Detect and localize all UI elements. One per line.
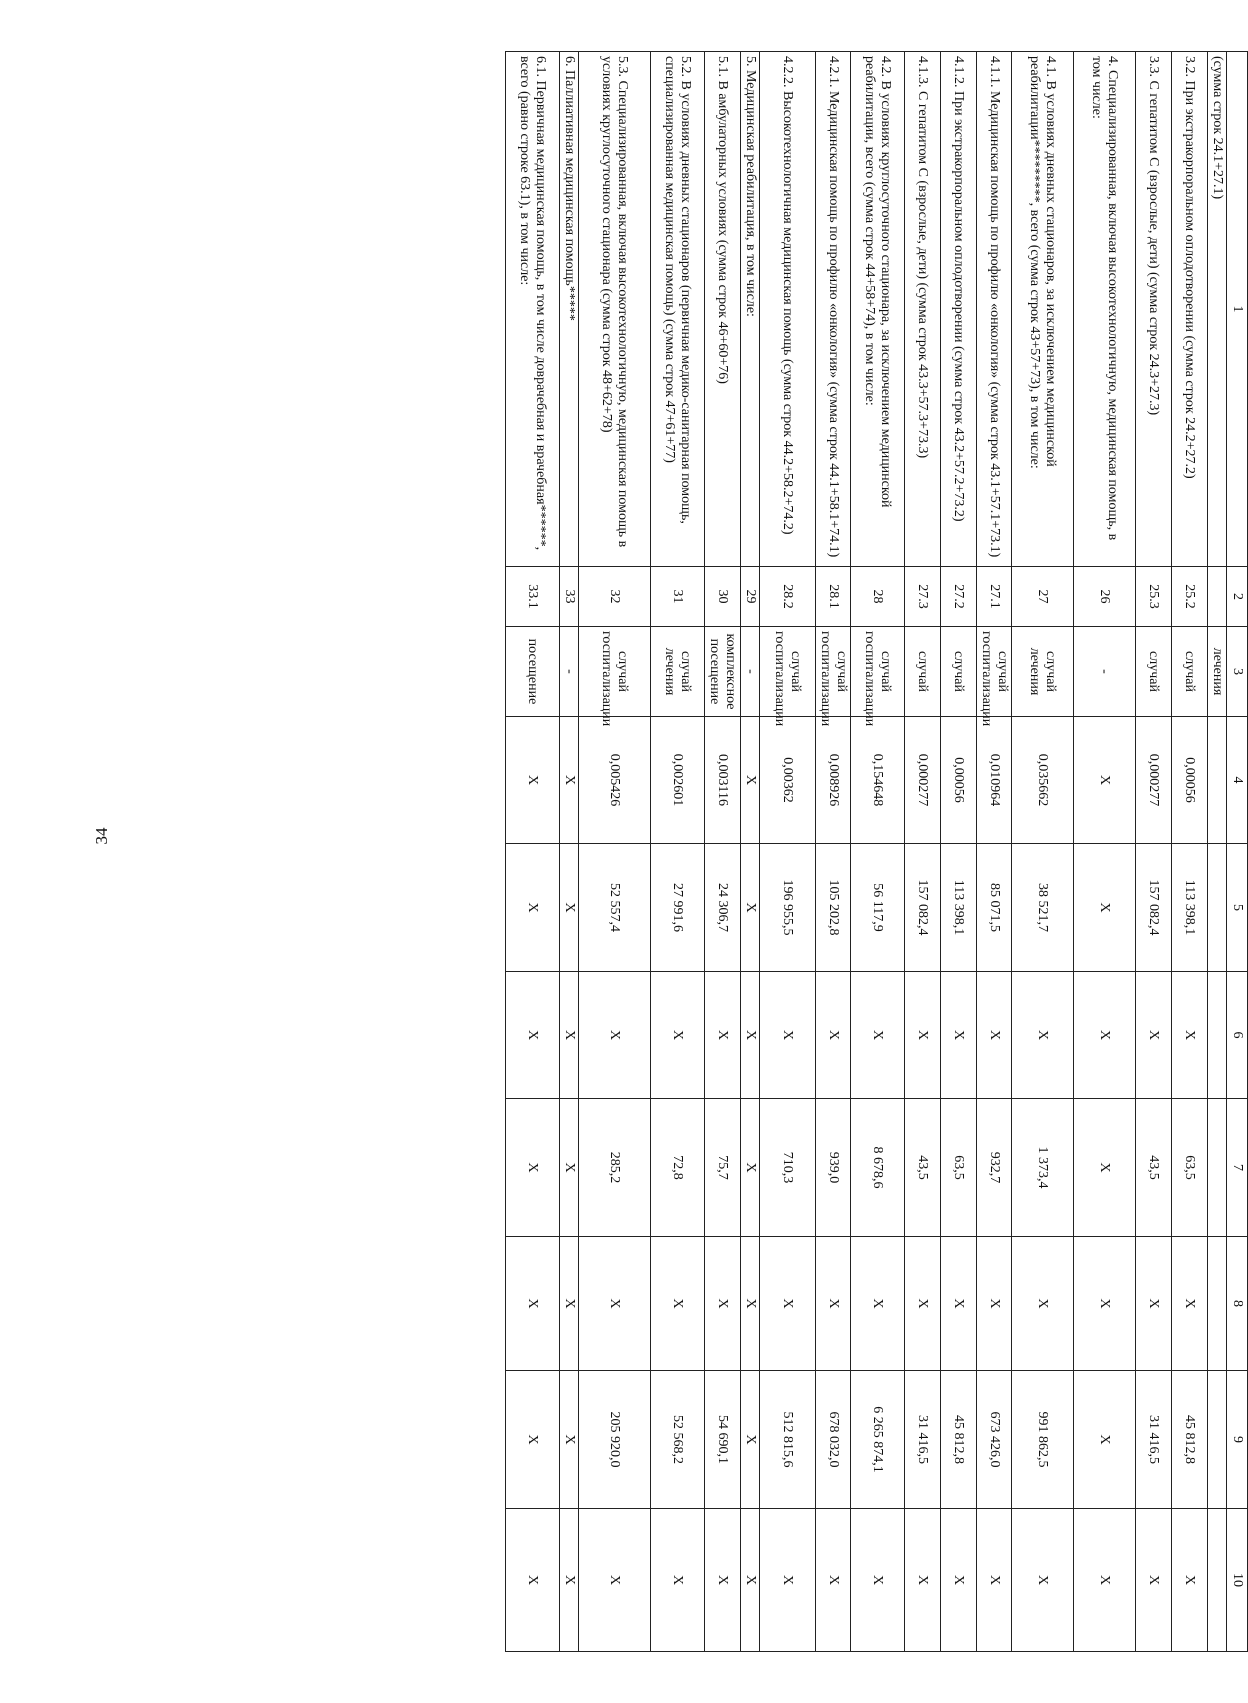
row-label-cell: 4.2. В условиях круглосуточного стационара, за исключением медицинской реабилитации, всего (сумма строк 44+58+74), в том числе: bbox=[851, 52, 905, 567]
table-cell: 31 416,5 bbox=[1136, 1371, 1172, 1509]
row-label-cell: (сумма строк 24.1+27.1) bbox=[1208, 52, 1227, 567]
table-cell: 710,3 bbox=[760, 1099, 816, 1237]
table-row bbox=[1074, 52, 1136, 1652]
column-header: 3 bbox=[1227, 627, 1248, 717]
table-cell: 991 862,5 bbox=[1012, 1371, 1074, 1509]
row-label-cell: 4.2.2. Высокотехнологичная медицинская помощь (сумма строк 44.2+58.2+74.2) bbox=[760, 52, 816, 567]
column-header: 7 bbox=[1227, 1099, 1248, 1237]
table-cell: 27.1 bbox=[977, 567, 1012, 627]
table-cell: случай госпитализации bbox=[816, 627, 851, 717]
table-cell: X bbox=[506, 972, 560, 1099]
table-cell: X bbox=[741, 844, 760, 972]
table-cell: 52 557,4 bbox=[579, 844, 651, 972]
column-header: 10 bbox=[1227, 1509, 1248, 1652]
table-cell: X bbox=[651, 1237, 705, 1371]
table-cell: 28.1 bbox=[816, 567, 851, 627]
table-cell bbox=[1208, 1099, 1227, 1237]
table-cell: 196 955,5 bbox=[760, 844, 816, 972]
table-cell: 24 306,7 bbox=[705, 844, 741, 972]
table-cell: случай bbox=[1172, 627, 1208, 717]
table-cell: 56 117,9 bbox=[851, 844, 905, 972]
table-cell: 28 bbox=[851, 567, 905, 627]
table-row bbox=[741, 52, 760, 1652]
table-cell: 25.2 bbox=[1172, 567, 1208, 627]
table-cell: X bbox=[506, 717, 560, 844]
row-label-cell: 4.1.2. При экстракорпоральном оплодотворении (сумма строк 43.2+57.2+73.2) bbox=[941, 52, 977, 567]
table-cell: X bbox=[506, 1371, 560, 1509]
table-cell: X bbox=[816, 1509, 851, 1652]
table-cell: X bbox=[977, 972, 1012, 1099]
table-cell: 939,0 bbox=[816, 1099, 851, 1237]
table-cell: 43,5 bbox=[1136, 1099, 1172, 1237]
column-header: 2 bbox=[1227, 567, 1248, 627]
table-cell: 512 815,6 bbox=[760, 1371, 816, 1509]
table-cell: - bbox=[741, 627, 760, 717]
table-cell: 32 bbox=[579, 567, 651, 627]
column-header: 4 bbox=[1227, 717, 1248, 844]
table-cell: 285,2 bbox=[579, 1099, 651, 1237]
table-cell: X bbox=[560, 1371, 579, 1509]
table-cell bbox=[1208, 1509, 1227, 1652]
table-cell: X bbox=[851, 1509, 905, 1652]
table-cell: 113 398,1 bbox=[1172, 844, 1208, 972]
table-cell: 0,002601 bbox=[651, 717, 705, 844]
table-row bbox=[705, 52, 741, 1652]
table-cell: X bbox=[941, 972, 977, 1099]
table-cell: X bbox=[1136, 972, 1172, 1099]
table-cell: комплексное посещение bbox=[705, 627, 741, 717]
table-row bbox=[560, 52, 579, 1652]
page-number: 34 bbox=[92, 827, 111, 845]
column-header: 1 bbox=[1227, 52, 1248, 567]
row-label-cell: 3.3. С гепатитом С (взрослые, дети) (сумма строк 24.3+27.3) bbox=[1136, 52, 1172, 567]
table-cell: 0,003116 bbox=[705, 717, 741, 844]
table-body bbox=[506, 52, 1248, 1652]
table-cell: 26 bbox=[1074, 567, 1136, 627]
table-row bbox=[1172, 52, 1208, 1652]
table-cell: 27 bbox=[1012, 567, 1074, 627]
table-cell: 1 373,4 bbox=[1012, 1099, 1074, 1237]
table-cell: X bbox=[741, 1371, 760, 1509]
table-cell: 72,8 bbox=[651, 1099, 705, 1237]
table-cell: X bbox=[560, 972, 579, 1099]
row-label-cell: 5.2. В условиях дневных стационаров (первичная медико-санитарная помощь, специализированная медицинская помощь) (сумма строк 47+61+77) bbox=[651, 52, 705, 567]
table-cell: X bbox=[1074, 1371, 1136, 1509]
table-cell: 75,7 bbox=[705, 1099, 741, 1237]
table-cell: 25.3 bbox=[1136, 567, 1172, 627]
table-cell: X bbox=[741, 1237, 760, 1371]
table-cell: X bbox=[1012, 1509, 1074, 1652]
table-cell: случай лечения bbox=[1012, 627, 1074, 717]
table-cell: 157 082,4 bbox=[1136, 844, 1172, 972]
table-cell: X bbox=[506, 1237, 560, 1371]
table-cell: случай госпитализации bbox=[851, 627, 905, 717]
table-cell: X bbox=[560, 1099, 579, 1237]
table-cell: 45 812,8 bbox=[941, 1371, 977, 1509]
table-cell: - bbox=[1074, 627, 1136, 717]
table-row bbox=[941, 52, 977, 1652]
table-cell: X bbox=[905, 1237, 941, 1371]
table-cell bbox=[1208, 567, 1227, 627]
table-row bbox=[760, 52, 816, 1652]
table-cell: X bbox=[977, 1509, 1012, 1652]
table-cell: 673 426,0 bbox=[977, 1371, 1012, 1509]
row-label-cell: 4.1. В условиях дневных стационаров, за исключением медицинской реабилитации*********, всего (сумма строк 43+57+73), в том числе: bbox=[1012, 52, 1074, 567]
table-cell: X bbox=[579, 972, 651, 1099]
table-cell: 85 071,5 bbox=[977, 844, 1012, 972]
table-cell: 33 bbox=[560, 567, 579, 627]
table-cell: X bbox=[1074, 1237, 1136, 1371]
data-table bbox=[505, 51, 1248, 1652]
table-cell: X bbox=[741, 1509, 760, 1652]
table-cell: X bbox=[651, 972, 705, 1099]
table-cell: случай госпитализации bbox=[977, 627, 1012, 717]
table-cell: X bbox=[1172, 972, 1208, 1099]
table-cell: 0,00056 bbox=[941, 717, 977, 844]
table-cell: 0,008926 bbox=[816, 717, 851, 844]
table-cell: 105 202,8 bbox=[816, 844, 851, 972]
table-cell: X bbox=[816, 1237, 851, 1371]
table-cell: X bbox=[1136, 1237, 1172, 1371]
table-cell: лечения bbox=[1208, 627, 1227, 717]
table-cell: 52 568,2 bbox=[651, 1371, 705, 1509]
table-cell: 27 991,6 bbox=[651, 844, 705, 972]
table-cell: 43,5 bbox=[905, 1099, 941, 1237]
table-cell: X bbox=[560, 844, 579, 972]
table-cell: X bbox=[760, 1237, 816, 1371]
table-cell: 31 bbox=[651, 567, 705, 627]
table-cell: 113 398,1 bbox=[941, 844, 977, 972]
row-label-cell: 5.1. В амбулаторных условиях (сумма строк 46+60+76) bbox=[705, 52, 741, 567]
row-label-cell: 3.2. При экстракорпоральном оплодотворении (сумма строк 24.2+27.2) bbox=[1172, 52, 1208, 567]
table-cell: 0,005426 bbox=[579, 717, 651, 844]
table-cell: 157 082,4 bbox=[905, 844, 941, 972]
table-cell: случай bbox=[941, 627, 977, 717]
column-header: 6 bbox=[1227, 972, 1248, 1099]
table-cell: случай лечения bbox=[651, 627, 705, 717]
table-cell: X bbox=[1012, 1237, 1074, 1371]
table-cell: 0,000277 bbox=[1136, 717, 1172, 844]
table-row bbox=[1012, 52, 1074, 1652]
table-cell: X bbox=[1074, 1099, 1136, 1237]
table-cell: X bbox=[1074, 844, 1136, 972]
table-cell: 63,5 bbox=[941, 1099, 977, 1237]
table-row bbox=[651, 52, 705, 1652]
row-label-cell: 5.3. Специализированная, включая высокотехнологичную, медицинская помощь в условиях круглосуточного стационара (сумма строк 48+62+78) bbox=[579, 52, 651, 567]
table-cell: X bbox=[579, 1509, 651, 1652]
table-cell: X bbox=[560, 1237, 579, 1371]
table-row bbox=[851, 52, 905, 1652]
table-cell: X bbox=[705, 972, 741, 1099]
table-cell: 31 416,5 bbox=[905, 1371, 941, 1509]
table-cell: X bbox=[1074, 1509, 1136, 1652]
table-cell: 932,7 bbox=[977, 1099, 1012, 1237]
table-cell: 0,010964 bbox=[977, 717, 1012, 844]
table-cell: X bbox=[1074, 717, 1136, 844]
table-cell: 38 521,7 bbox=[1012, 844, 1074, 972]
table-cell: случай bbox=[1136, 627, 1172, 717]
table-cell: X bbox=[851, 1237, 905, 1371]
table-cell: X bbox=[816, 972, 851, 1099]
table-cell: X bbox=[1136, 1509, 1172, 1652]
row-label-cell: 5. Медицинская реабилитация, в том числе: bbox=[741, 52, 760, 567]
table-cell: 54 690,1 bbox=[705, 1371, 741, 1509]
table-cell: 30 bbox=[705, 567, 741, 627]
table-cell: X bbox=[760, 1509, 816, 1652]
rotated-table-container bbox=[150, 51, 1248, 1651]
table-cell: X bbox=[705, 1509, 741, 1652]
table-cell: случай bbox=[905, 627, 941, 717]
table-cell: X bbox=[741, 717, 760, 844]
table-cell: X bbox=[1012, 972, 1074, 1099]
table-cell: X bbox=[851, 972, 905, 1099]
table-cell: X bbox=[1074, 972, 1136, 1099]
table-cell: X bbox=[1172, 1509, 1208, 1652]
row-label-cell: 4. Специализированная, включая высокотехнологичную, медицинская помощь, в том числе: bbox=[1074, 52, 1136, 567]
table-cell: X bbox=[506, 1509, 560, 1652]
table-cell bbox=[1208, 972, 1227, 1099]
table-cell bbox=[1208, 1371, 1227, 1509]
table-cell: X bbox=[905, 1509, 941, 1652]
table-cell: X bbox=[560, 1509, 579, 1652]
table-cell: 0,00362 bbox=[760, 717, 816, 844]
column-header: 8 bbox=[1227, 1237, 1248, 1371]
table-cell: X bbox=[506, 844, 560, 972]
table-cell: X bbox=[705, 1237, 741, 1371]
table-cell: 6 265 874,1 bbox=[851, 1371, 905, 1509]
table-cell: X bbox=[651, 1509, 705, 1652]
table-row bbox=[579, 52, 651, 1652]
table-cell: X bbox=[905, 972, 941, 1099]
table-cell: 205 920,0 bbox=[579, 1371, 651, 1509]
table-cell: посещение bbox=[506, 627, 560, 717]
table-cell: X bbox=[741, 972, 760, 1099]
table-row bbox=[1208, 52, 1227, 1652]
row-label-cell: 4.1.1. Медицинская помощь по профилю «онкология» (сумма строк 43.1+57.1+73.1) bbox=[977, 52, 1012, 567]
table-cell: 28.2 bbox=[760, 567, 816, 627]
column-header: 9 bbox=[1227, 1371, 1248, 1509]
table-cell: 8 678,6 bbox=[851, 1099, 905, 1237]
row-label-cell: 6. Паллиативная медицинская помощь***** bbox=[560, 52, 579, 567]
table-cell: X bbox=[941, 1509, 977, 1652]
table-cell: 0,00056 bbox=[1172, 717, 1208, 844]
table-row bbox=[977, 52, 1012, 1652]
table-cell: 45 812,8 bbox=[1172, 1371, 1208, 1509]
table-cell: X bbox=[506, 1099, 560, 1237]
table-cell bbox=[1208, 717, 1227, 844]
table-cell bbox=[1208, 1237, 1227, 1371]
table-cell: X bbox=[560, 717, 579, 844]
table-row bbox=[506, 52, 560, 1652]
table-cell: X bbox=[579, 1237, 651, 1371]
table-cell: 27.2 bbox=[941, 567, 977, 627]
table-cell: 27.3 bbox=[905, 567, 941, 627]
table-row bbox=[816, 52, 851, 1652]
table-cell: 0,035662 bbox=[1012, 717, 1074, 844]
table-cell bbox=[1208, 844, 1227, 972]
table-cell: X bbox=[741, 1099, 760, 1237]
table-row bbox=[905, 52, 941, 1652]
table-cell: X bbox=[977, 1237, 1012, 1371]
row-label-cell: 4.2.1. Медицинская помощь по профилю «онкология» (сумма строк 44.1+58.1+74.1) bbox=[816, 52, 851, 567]
table-cell: X bbox=[760, 972, 816, 1099]
column-header: 5 bbox=[1227, 844, 1248, 972]
table-cell: случай госпитализации bbox=[760, 627, 816, 717]
table-cell: 29 bbox=[741, 567, 760, 627]
header-row bbox=[1227, 52, 1248, 1652]
table-cell: X bbox=[1172, 1237, 1208, 1371]
table-cell: 63,5 bbox=[1172, 1099, 1208, 1237]
table-cell: 0,154648 bbox=[851, 717, 905, 844]
table-cell: - bbox=[560, 627, 579, 717]
table-row bbox=[1136, 52, 1172, 1652]
table-cell: 33.1 bbox=[506, 567, 560, 627]
row-label-cell: 6.1. Первичная медицинская помощь, в том числе доврачебная и врачебная******, всего (равно строке 63.1), в том числе: bbox=[506, 52, 560, 567]
table-cell: случай госпитализации bbox=[579, 627, 651, 717]
row-label-cell: 4.1.3. С гепатитом С (взрослые, дети) (сумма строк 43.3+57.3+73.3) bbox=[905, 52, 941, 567]
table-cell: 0,000277 bbox=[905, 717, 941, 844]
table-cell: 678 032,0 bbox=[816, 1371, 851, 1509]
table-cell: X bbox=[941, 1237, 977, 1371]
